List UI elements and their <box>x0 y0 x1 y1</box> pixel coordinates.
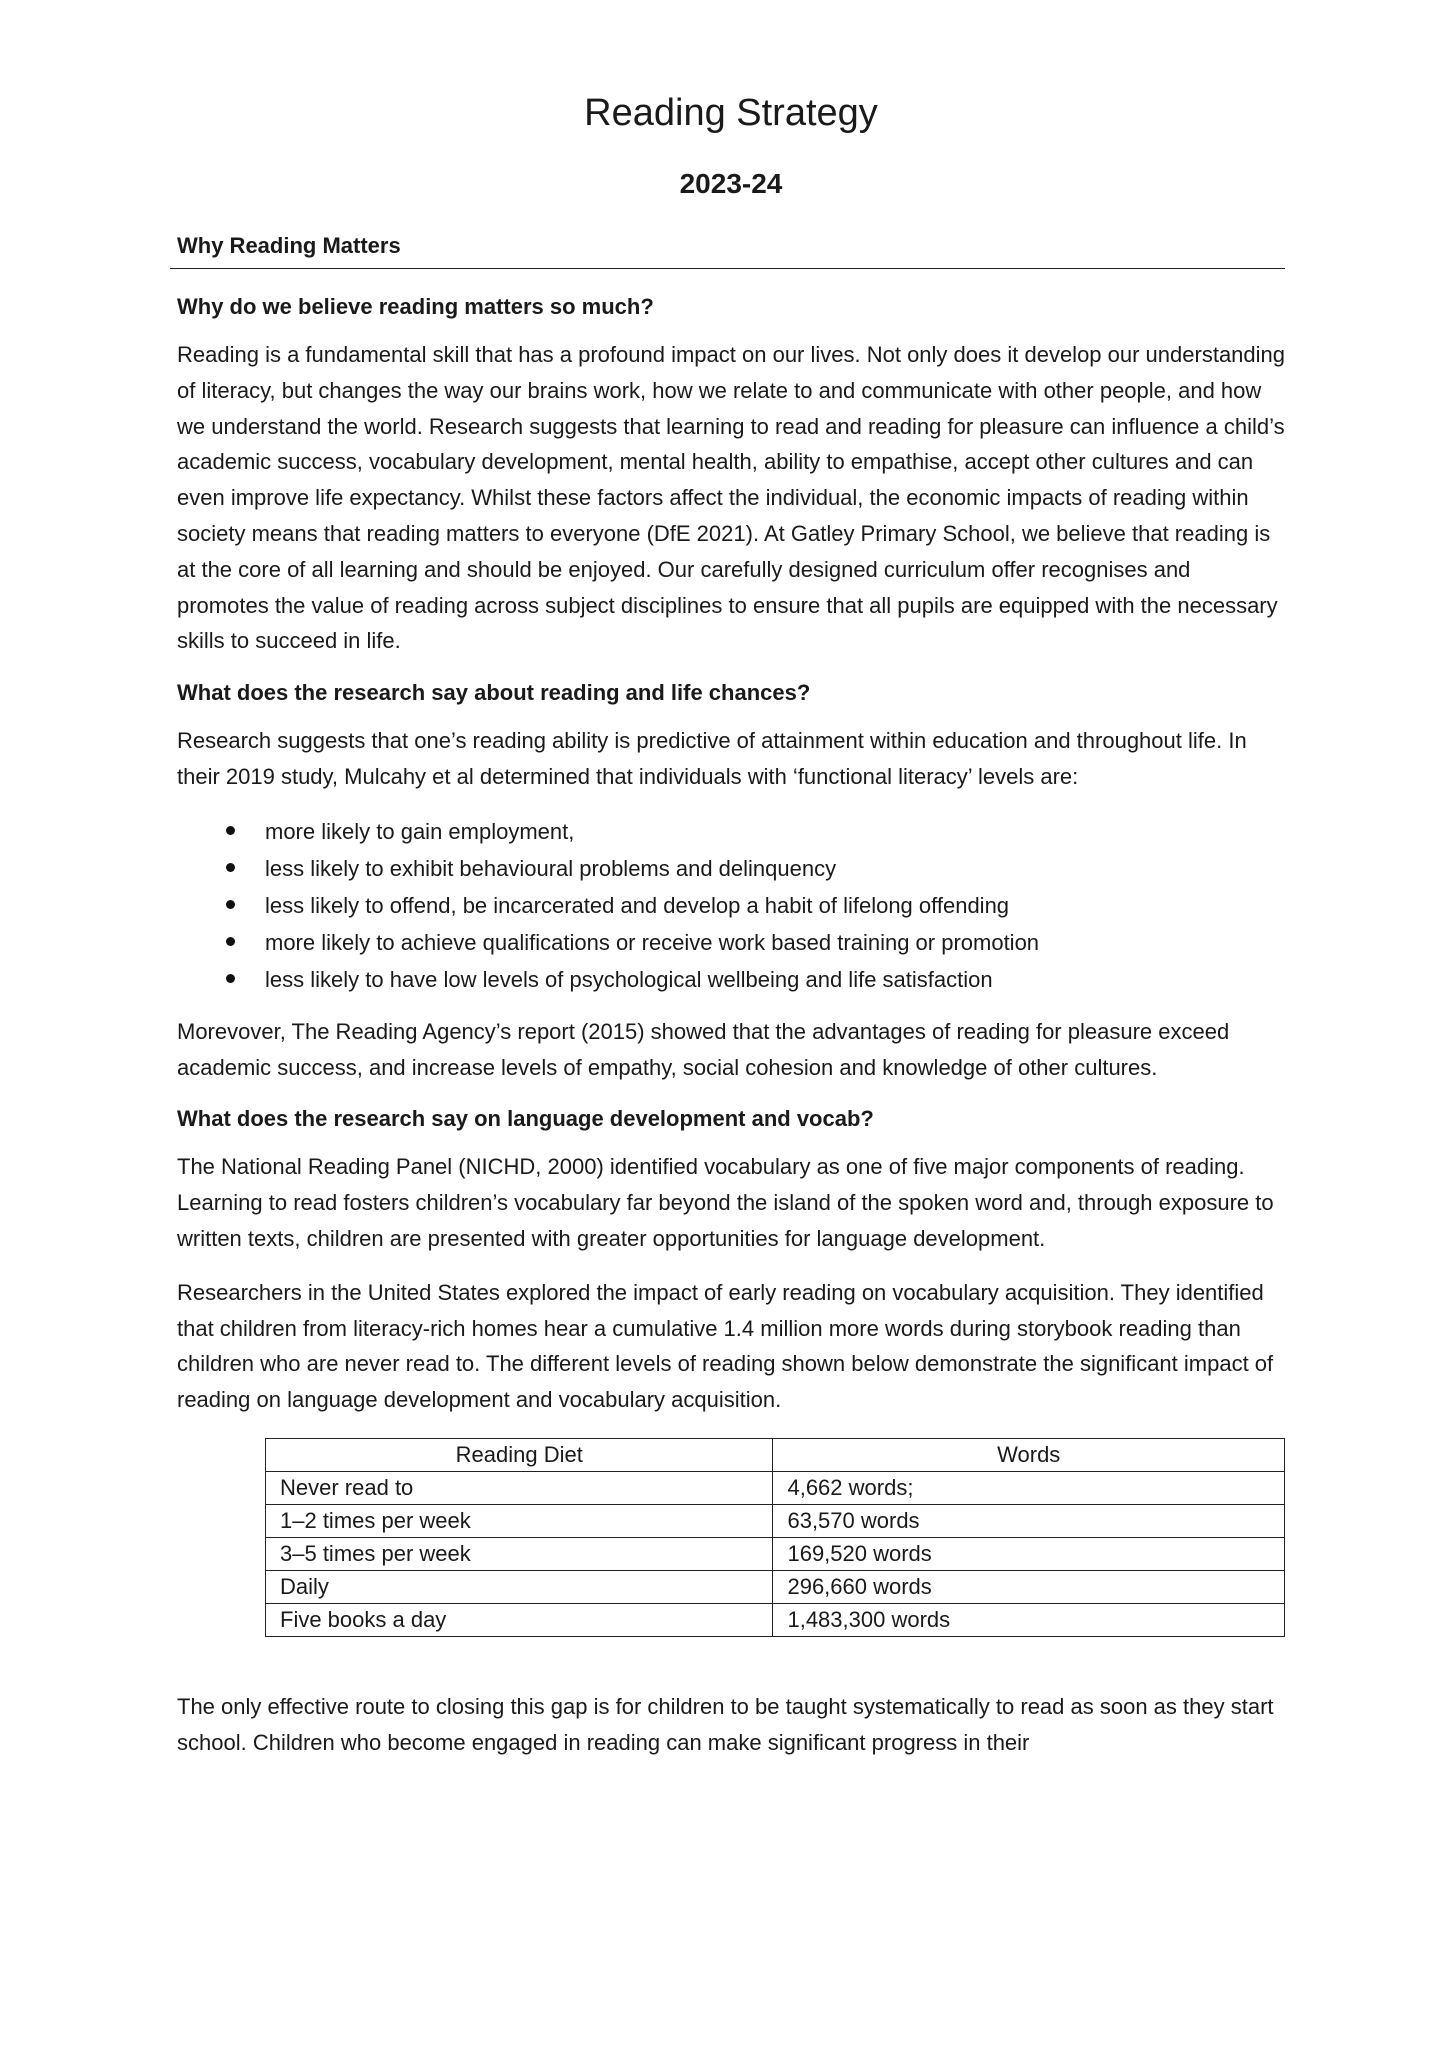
list-item: more likely to gain employment, <box>177 813 1285 850</box>
list-item: more likely to achieve qualifications or receive work based training or promotion <box>177 924 1285 961</box>
paragraph-life-chances-intro: Research suggests that one’s reading ability is predictive of attainment within education and throughout life. In their 2019 study, Mulcahy et al determined that individuals with ‘functional literacy’ levels are: <box>177 728 1247 789</box>
section-title: Why Reading Matters <box>177 233 401 258</box>
section-divider <box>170 268 1285 269</box>
table-header-row <box>266 1438 1285 1471</box>
table-row <box>266 1471 1285 1504</box>
column-header-words: Words <box>773 1438 1285 1471</box>
reading-diet-table <box>265 1438 1285 1637</box>
paragraph-why-reading: Reading is a fundamental skill that has a profound impact on our lives. Not only does it develop our understanding of literacy, but changes the way our brains work, how we relate to and communicate with other people, and how we understand the world. Research suggests that learning to read and reading for pleasure can influence a child’s academic success, vocabulary development, mental health, ability to empathise, accept other cultures and can even improve life expectancy. Whilst these factors affect the individual, the economic impacts of reading within society means that reading matters to everyone (DfE 2021). At Gatley Primary School, we believe that reading is at the core of all learning and should be enjoyed. Our carefully designed curriculum offer recognises and promotes the value of reading across subject disciplines to ensure that all pupils are equipped with the necessary skills to succeed in life. <box>177 342 1286 654</box>
paragraph-closing-gap: The only effective route to closing this gap is for children to be taught systematically to read as soon as they start school. Children who become engaged in reading can make significant progress in their <box>177 1693 1274 1755</box>
document-subtitle: 2023-24 <box>679 168 783 199</box>
words-cell: 169,520 words <box>773 1537 1285 1570</box>
table-row <box>266 1603 1285 1636</box>
words-cell: 63,570 words <box>773 1504 1285 1537</box>
table-row <box>266 1537 1285 1570</box>
question-heading-life-chances: What does the research say about reading and life chances? <box>177 680 811 706</box>
question-heading-language-development: What does the research say on language development and vocab? <box>177 1106 874 1132</box>
reading-diet-cell: Five books a day <box>266 1603 773 1636</box>
paragraph-us-research: Researchers in the United States explored the impact of early reading on vocabulary acquisition. They identified that children from literacy-rich homes hear a cumulative 1.4 million more words during storybook reading than children who are never read to. The different levels of reading shown below demonstrate the significant impact of reading on language development and vocabulary acquisition. <box>177 1279 1274 1413</box>
reading-diet-cell: Daily <box>266 1570 773 1603</box>
words-cell: 1,483,300 words <box>773 1603 1285 1636</box>
words-cell: 4,662 words; <box>773 1471 1285 1504</box>
reading-diet-cell: 3–5 times per week <box>266 1537 773 1570</box>
table-row <box>266 1570 1285 1603</box>
column-header-reading-diet: Reading Diet <box>266 1438 773 1471</box>
list-item: less likely to exhibit behavioural problems and delinquency <box>177 850 1285 887</box>
words-cell: 296,660 words <box>773 1570 1285 1603</box>
table-row <box>266 1504 1285 1537</box>
list-item: less likely to offend, be incarcerated and develop a habit of lifelong offending <box>177 887 1285 924</box>
paragraph-reading-agency: Morevover, The Reading Agency’s report (2015) showed that the advantages of reading for pleasure exceed academic success, and increase levels of empathy, social cohesion and knowledge of other cultures. <box>177 1018 1230 1080</box>
paragraph-national-reading-panel: The National Reading Panel (NICHD, 2000) identified vocabulary as one of five major components of reading. Learning to read fosters children’s vocabulary far beyond the island of the spoken word and, through exposure to written texts, children are presented with greater opportunities for language development. <box>177 1154 1274 1251</box>
document-title: Reading Strategy <box>584 92 878 134</box>
question-heading-why-reading: Why do we believe reading matters so much? <box>177 294 654 319</box>
reading-diet-cell: Never read to <box>266 1471 773 1504</box>
list-item: less likely to have low levels of psychological wellbeing and life satisfaction <box>177 961 1285 998</box>
functional-literacy-list <box>177 813 1285 998</box>
reading-diet-cell: 1–2 times per week <box>266 1504 773 1537</box>
document-body <box>177 291 1285 1779</box>
